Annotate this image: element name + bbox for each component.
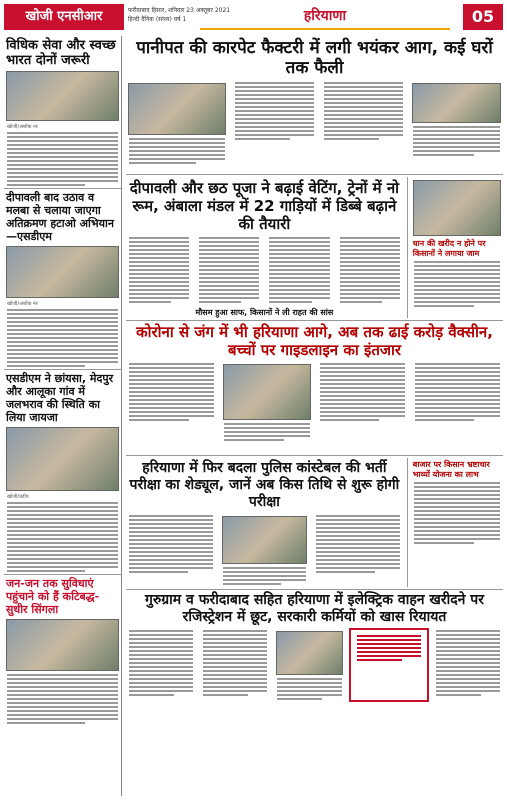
article-text — [413, 126, 500, 156]
article-text — [223, 567, 307, 585]
news-photo — [412, 83, 501, 123]
article-text — [277, 678, 341, 700]
left-headline-4: जन-जन तक सुविधाएं पहुंचाने को हैं कटिबद्ध-सुधीर सिंगला — [6, 577, 100, 616]
main-content — [126, 36, 503, 796]
article-text — [7, 132, 118, 186]
lead-headline: पानीपत की कारपेट फैक्टरी में लगी भयंकर आग, कई घरों तक फैली — [136, 38, 493, 78]
second-headline: दीपावली और छठ पूजा ने बढ़ाई वेटिंग, ट्रेनों में नो रूम, अंबाला मंडल में 22 गाड़ियों में डिब्बे बढ़ाने की तैयारी — [129, 179, 400, 233]
third-headline: कोरोना से जंग में भी हरियाणा आगे, अब तक ढाई करोड़ वैक्सीन, बच्चों पर गाइडलाइन का इंतजार — [136, 323, 493, 359]
article-text — [129, 138, 225, 164]
newspaper-brand: खोजी एनसीआर — [4, 4, 124, 30]
article-text — [414, 482, 500, 544]
article-text — [269, 237, 329, 303]
article-text — [224, 423, 309, 441]
news-photo — [223, 364, 310, 420]
article-text — [232, 80, 317, 172]
news-photo — [6, 71, 119, 121]
article-text — [414, 261, 500, 307]
side-headline-2: बाजार पर किसान भ्रष्टाचार भाव्यों योजना का लाभ — [412, 460, 490, 479]
highlight-box — [349, 628, 429, 702]
article-text — [436, 630, 500, 696]
news-photo — [222, 516, 308, 564]
photo-caption: खोजी/प्रदीप — [7, 494, 29, 500]
article-text — [324, 82, 403, 140]
news-photo — [6, 427, 119, 491]
left-column — [4, 36, 122, 796]
fourth-headline: हरियाणा में फिर बदला पुलिस कांस्टेबल की भर्ती परीक्षा का शेड्यूल, जानें अब किस तिथि से शुरू होगी परीक्षा — [129, 460, 400, 510]
news-photo — [128, 83, 226, 135]
news-photo — [413, 180, 501, 236]
page-number: 05 — [463, 4, 503, 30]
section-title: हरियाणा — [200, 4, 450, 30]
article-text — [415, 363, 500, 421]
masthead — [0, 0, 507, 34]
left-headline-2: दीपावली बाद उठाव व मलबा से चलाया जाएगा अतिक्रमण हटाओ अभियान—एसडीएम — [6, 191, 114, 243]
article-text — [129, 237, 189, 303]
fifth-headline: गुरुग्राम व फरीदाबाद सहित हरियाणा में इलेक्ट्रिक वाहन खरीदने पर रजिस्ट्रेशन में छूट, सरकारी कर्मियों को खास रियायत — [145, 592, 484, 625]
article-text — [129, 363, 214, 421]
article-text — [316, 515, 400, 573]
news-photo — [6, 619, 119, 671]
article-text — [7, 502, 118, 572]
article-text — [129, 630, 193, 696]
date-line-2: हिन्दी दैनिक (सांध्य) वर्ष 1 — [128, 16, 187, 23]
article-text — [199, 237, 259, 303]
sub-headline: मौसम हुआ साफ, किसानों ने ली राहत की सांस — [195, 308, 334, 317]
news-photo — [6, 246, 119, 298]
article-text — [7, 674, 118, 724]
article-text — [340, 237, 400, 303]
article-text — [7, 309, 118, 367]
news-photo — [276, 631, 342, 675]
article-text — [320, 363, 405, 421]
left-headline-1: विधिक सेवा और स्वच्छ भारत दोनों जरूरी — [6, 38, 116, 68]
photo-caption: खोजी/अशोक नर — [7, 124, 38, 130]
date-line-1: फरीदाबाद हिसार, शनिवार 23 अक्तूबर 2021 — [128, 7, 231, 14]
side-headline: धान की खरीद न होने पर किसानों ने लगाया जाम — [412, 239, 486, 258]
article-text — [203, 630, 267, 696]
article-text — [129, 515, 213, 573]
left-headline-3: एसडीएम ने छांयसा, मेदपुर और आलूका गांव में जलभराव की स्थिति का लिया जायजा — [6, 372, 114, 424]
photo-caption: खोजी/अशोक नर — [7, 301, 38, 307]
